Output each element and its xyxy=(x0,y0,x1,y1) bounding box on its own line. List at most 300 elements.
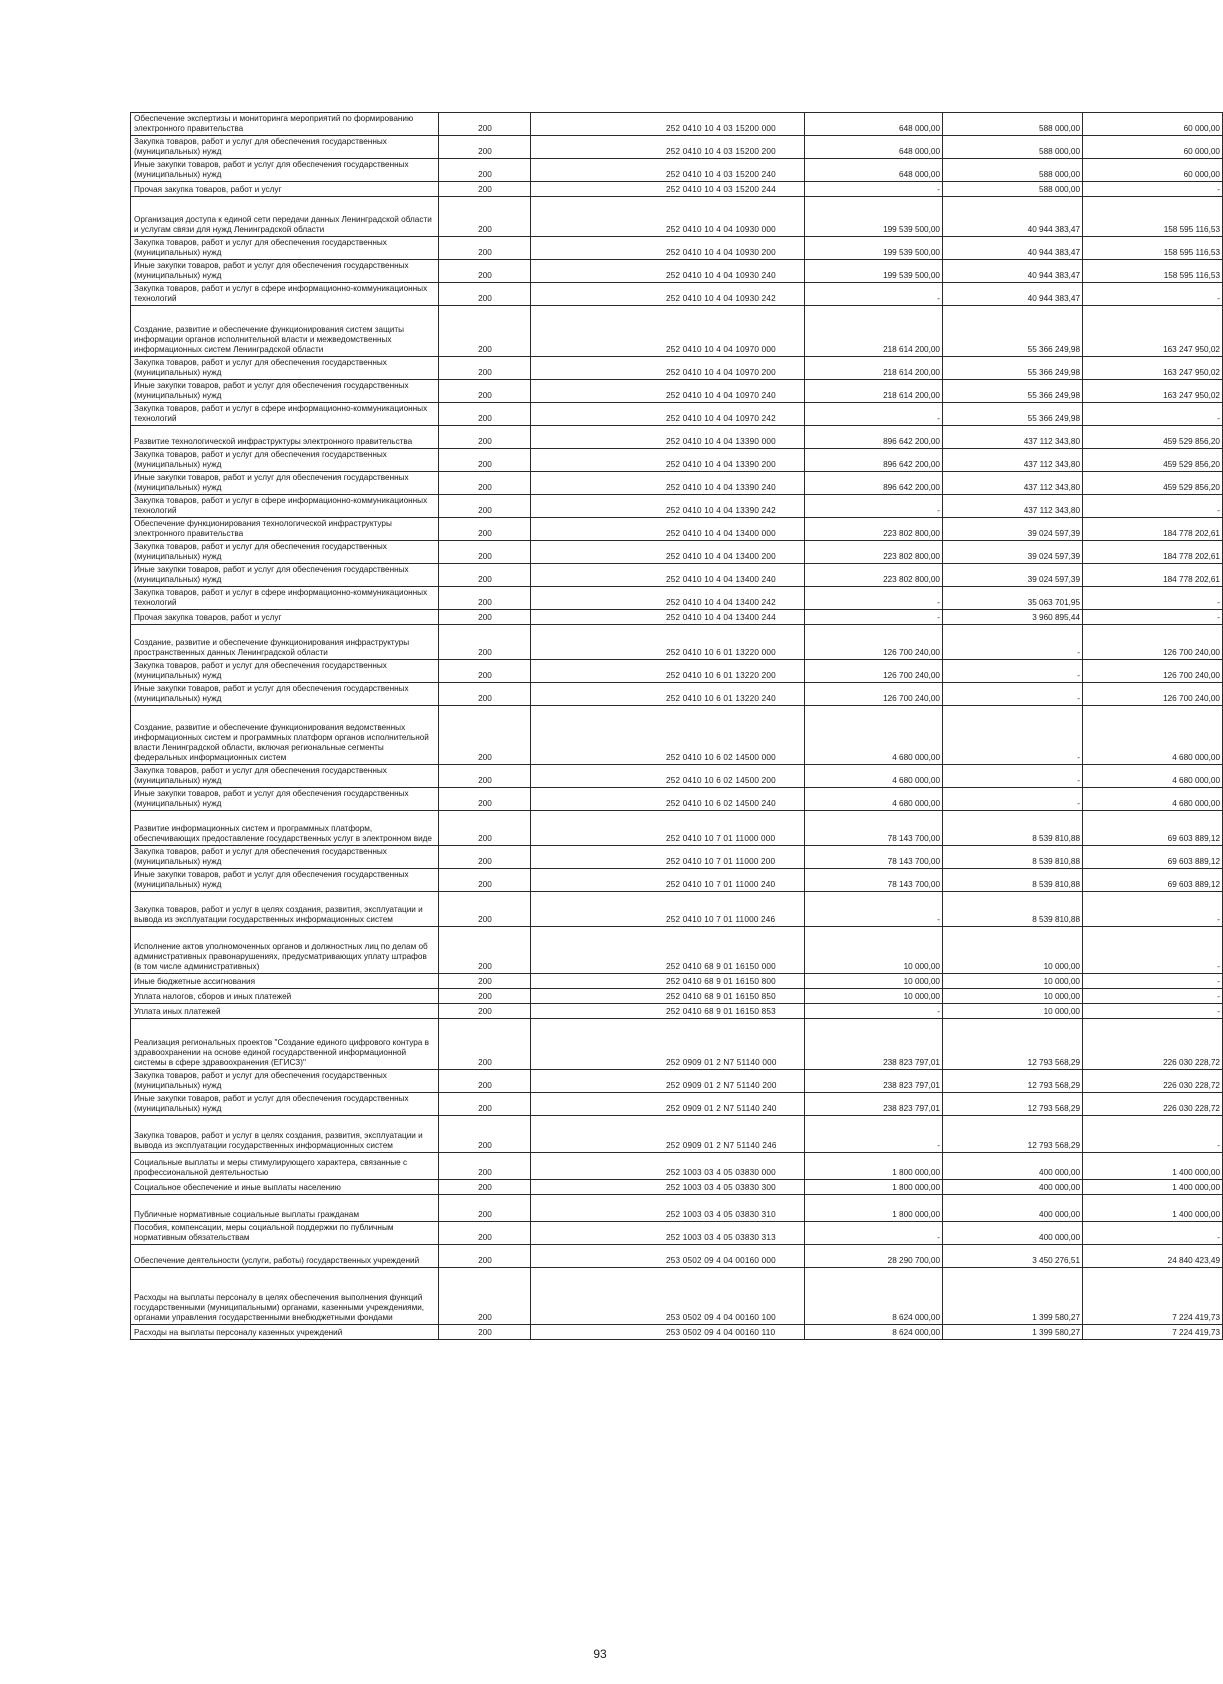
row-kbk-cell: 252 0410 68 9 01 16150 853 xyxy=(531,1004,805,1019)
row-value-3-cell: 459 529 856,20 xyxy=(1083,449,1223,472)
row-value-3-cell: 69 603 889,12 xyxy=(1083,846,1223,869)
row-code-cell: 200 xyxy=(439,989,531,1004)
row-value-1-cell: 199 539 500,00 xyxy=(805,237,943,260)
row-value-1-cell: 1 800 000,00 xyxy=(805,1153,943,1180)
row-value-2-cell: 3 960 895,44 xyxy=(943,610,1083,625)
row-value-3-cell: 69 603 889,12 xyxy=(1083,869,1223,892)
row-value-2-cell: 437 112 343,80 xyxy=(943,449,1083,472)
row-kbk-cell: 252 0410 10 4 04 13390 200 xyxy=(531,449,805,472)
row-value-2-cell: 8 539 810,88 xyxy=(943,846,1083,869)
row-kbk-cell: 252 0410 10 6 02 14500 000 xyxy=(531,706,805,765)
row-kbk-cell: 252 0410 10 6 01 13220 240 xyxy=(531,683,805,706)
row-value-3-cell: 126 700 240,00 xyxy=(1083,625,1223,660)
row-name-cell: Закупка товаров, работ и услуг для обеспечения государственных (муниципальных) нужд xyxy=(131,449,439,472)
row-value-3-cell: - xyxy=(1083,610,1223,625)
row-value-1-cell: - xyxy=(805,1222,943,1245)
row-code-cell: 200 xyxy=(439,683,531,706)
table-row xyxy=(131,182,1223,197)
row-value-1-cell: 218 614 200,00 xyxy=(805,380,943,403)
row-value-1-cell: 223 802 800,00 xyxy=(805,518,943,541)
row-name-cell: Развитие информационных систем и программных платформ, обеспечивающих предоставление государственных услуг в электронном виде xyxy=(131,811,439,846)
row-value-2-cell: 40 944 383,47 xyxy=(943,283,1083,306)
row-kbk-cell: 252 0410 68 9 01 16150 850 xyxy=(531,989,805,1004)
row-value-3-cell: - xyxy=(1083,403,1223,426)
row-code-cell: 200 xyxy=(439,869,531,892)
row-value-2-cell: - xyxy=(943,625,1083,660)
row-value-3-cell: 184 778 202,61 xyxy=(1083,518,1223,541)
row-name-cell: Обеспечение функционирования технологической инфраструктуры электронного правительства xyxy=(131,518,439,541)
row-value-1-cell: 4 680 000,00 xyxy=(805,706,943,765)
row-kbk-cell: 252 0410 10 7 01 11000 200 xyxy=(531,846,805,869)
row-code-cell: 200 xyxy=(439,1019,531,1070)
row-code-cell: 200 xyxy=(439,587,531,610)
table-row xyxy=(131,472,1223,495)
table-row xyxy=(131,660,1223,683)
table-row xyxy=(131,765,1223,788)
row-value-1-cell: 896 642 200,00 xyxy=(805,449,943,472)
row-name-cell: Закупка товаров, работ и услуг в целях создания, развития, эксплуатации и вывода из эксплуатации государственных информационных систем xyxy=(131,1116,439,1153)
row-code-cell: 200 xyxy=(439,1004,531,1019)
row-value-3-cell: 60 000,00 xyxy=(1083,136,1223,159)
row-kbk-cell: 252 0410 10 4 04 10970 242 xyxy=(531,403,805,426)
row-value-1-cell: 1 800 000,00 xyxy=(805,1180,943,1195)
row-kbk-cell: 252 0410 10 4 03 15200 000 xyxy=(531,113,805,136)
table-row xyxy=(131,1019,1223,1070)
table-row xyxy=(131,974,1223,989)
row-value-1-cell: - xyxy=(805,182,943,197)
row-kbk-cell: 252 0410 10 6 01 13220 000 xyxy=(531,625,805,660)
row-value-3-cell: 24 840 423,49 xyxy=(1083,1245,1223,1268)
table-row xyxy=(131,306,1223,357)
row-kbk-cell: 252 0410 68 9 01 16150 800 xyxy=(531,974,805,989)
row-value-3-cell: - xyxy=(1083,283,1223,306)
row-kbk-cell: 252 0410 10 4 04 10930 242 xyxy=(531,283,805,306)
row-code-cell: 200 xyxy=(439,564,531,587)
row-value-2-cell: 10 000,00 xyxy=(943,989,1083,1004)
table-row xyxy=(131,564,1223,587)
row-value-3-cell: - xyxy=(1083,974,1223,989)
row-code-cell: 200 xyxy=(439,449,531,472)
row-kbk-cell: 252 0410 10 4 04 13400 244 xyxy=(531,610,805,625)
table-row xyxy=(131,283,1223,306)
row-value-1-cell: 648 000,00 xyxy=(805,159,943,182)
row-kbk-cell: 252 0410 10 6 01 13220 200 xyxy=(531,660,805,683)
row-code-cell: 200 xyxy=(439,765,531,788)
row-code-cell: 200 xyxy=(439,260,531,283)
table-row xyxy=(131,846,1223,869)
row-code-cell: 200 xyxy=(439,811,531,846)
row-kbk-cell: 252 0410 10 4 04 13400 000 xyxy=(531,518,805,541)
row-kbk-cell: 252 0410 10 4 04 10930 200 xyxy=(531,237,805,260)
row-code-cell: 200 xyxy=(439,660,531,683)
row-value-3-cell: 4 680 000,00 xyxy=(1083,765,1223,788)
row-code-cell: 200 xyxy=(439,892,531,927)
row-name-cell: Прочая закупка товаров, работ и услуг xyxy=(131,610,439,625)
table-row xyxy=(131,1245,1223,1268)
row-name-cell: Уплата иных платежей xyxy=(131,1004,439,1019)
row-name-cell: Расходы на выплаты персоналу казенных учреждений xyxy=(131,1325,439,1340)
row-kbk-cell: 252 0410 10 4 04 13390 242 xyxy=(531,495,805,518)
row-value-2-cell: 55 366 249,98 xyxy=(943,306,1083,357)
row-value-3-cell: - xyxy=(1083,1004,1223,1019)
table-row xyxy=(131,625,1223,660)
table-row xyxy=(131,706,1223,765)
row-value-3-cell: 1 400 000,00 xyxy=(1083,1195,1223,1222)
row-name-cell: Иные бюджетные ассигнования xyxy=(131,974,439,989)
row-kbk-cell: 252 1003 03 4 05 03830 313 xyxy=(531,1222,805,1245)
row-kbk-cell: 252 0410 10 6 02 14500 240 xyxy=(531,788,805,811)
row-value-1-cell: 199 539 500,00 xyxy=(805,260,943,283)
row-value-1-cell: 896 642 200,00 xyxy=(805,426,943,449)
row-value-2-cell: 8 539 810,88 xyxy=(943,869,1083,892)
row-name-cell: Иные закупки товаров, работ и услуг для обеспечения государственных (муниципальных) нужд xyxy=(131,869,439,892)
row-value-1-cell: 8 624 000,00 xyxy=(805,1325,943,1340)
table-row xyxy=(131,495,1223,518)
row-code-cell: 200 xyxy=(439,1195,531,1222)
row-value-2-cell: 10 000,00 xyxy=(943,1004,1083,1019)
row-code-cell: 200 xyxy=(439,426,531,449)
row-code-cell: 200 xyxy=(439,1180,531,1195)
row-value-1-cell: 896 642 200,00 xyxy=(805,472,943,495)
row-name-cell: Закупка товаров, работ и услуг в сфере информационно-коммуникационных технологий xyxy=(131,587,439,610)
row-value-3-cell: 158 595 116,53 xyxy=(1083,260,1223,283)
row-kbk-cell: 252 0410 10 6 02 14500 200 xyxy=(531,765,805,788)
row-value-1-cell: - xyxy=(805,403,943,426)
row-value-2-cell: 1 399 580,27 xyxy=(943,1325,1083,1340)
row-name-cell: Обеспечение деятельности (услуги, работы) государственных учреждений xyxy=(131,1245,439,1268)
row-kbk-cell: 253 0502 09 4 04 00160 100 xyxy=(531,1268,805,1325)
row-value-1-cell: 8 624 000,00 xyxy=(805,1268,943,1325)
row-value-1-cell: 238 823 797,01 xyxy=(805,1019,943,1070)
page-number: 93 xyxy=(593,1647,607,1661)
row-kbk-cell: 252 0410 68 9 01 16150 000 xyxy=(531,927,805,974)
row-value-3-cell: 158 595 116,53 xyxy=(1083,197,1223,237)
row-value-1-cell: 78 143 700,00 xyxy=(805,811,943,846)
row-kbk-cell: 252 0410 10 7 01 11000 000 xyxy=(531,811,805,846)
row-kbk-cell: 252 0909 01 2 N7 51140 246 xyxy=(531,1116,805,1153)
row-code-cell: 200 xyxy=(439,846,531,869)
row-value-2-cell: 35 063 701,95 xyxy=(943,587,1083,610)
row-value-1-cell: 4 680 000,00 xyxy=(805,765,943,788)
row-kbk-cell: 252 0410 10 4 04 10970 000 xyxy=(531,306,805,357)
row-value-2-cell: - xyxy=(943,660,1083,683)
row-value-3-cell: - xyxy=(1083,182,1223,197)
row-value-1-cell: 10 000,00 xyxy=(805,974,943,989)
row-kbk-cell: 253 0502 09 4 04 00160 110 xyxy=(531,1325,805,1340)
row-value-2-cell: 588 000,00 xyxy=(943,113,1083,136)
row-value-3-cell: 1 400 000,00 xyxy=(1083,1180,1223,1195)
row-name-cell: Закупка товаров, работ и услуг для обеспечения государственных (муниципальных) нужд xyxy=(131,541,439,564)
row-value-2-cell: 1 399 580,27 xyxy=(943,1268,1083,1325)
row-value-1-cell: 126 700 240,00 xyxy=(805,625,943,660)
table-row xyxy=(131,357,1223,380)
row-code-cell: 200 xyxy=(439,182,531,197)
row-code-cell: 200 xyxy=(439,974,531,989)
row-kbk-cell: 253 0502 09 4 04 00160 000 xyxy=(531,1245,805,1268)
row-name-cell: Публичные нормативные социальные выплаты гражданам xyxy=(131,1195,439,1222)
row-name-cell: Создание, развитие и обеспечение функционирования систем защиты информации органов исполнительной власти и межведомственных информационных систем Ленинградской области xyxy=(131,306,439,357)
table-row xyxy=(131,892,1223,927)
row-value-2-cell: 12 793 568,29 xyxy=(943,1093,1083,1116)
row-code-cell: 200 xyxy=(439,1222,531,1245)
row-value-3-cell: - xyxy=(1083,495,1223,518)
table-row xyxy=(131,1268,1223,1325)
table-row xyxy=(131,1325,1223,1340)
row-value-1-cell: 10 000,00 xyxy=(805,989,943,1004)
row-value-2-cell: 39 024 597,39 xyxy=(943,564,1083,587)
row-kbk-cell: 252 0410 10 4 04 10970 200 xyxy=(531,357,805,380)
row-name-cell: Реализация региональных проектов "Создание единого цифрового контура в здравоохранении на основе единой государственной информационной системы в сфере здравоохранения (ЕГИСЗ)" xyxy=(131,1019,439,1070)
budget-execution-table xyxy=(130,112,1223,1340)
row-value-3-cell: 459 529 856,20 xyxy=(1083,426,1223,449)
row-code-cell: 200 xyxy=(439,518,531,541)
row-code-cell: 200 xyxy=(439,788,531,811)
row-value-2-cell: 39 024 597,39 xyxy=(943,518,1083,541)
table-row xyxy=(131,426,1223,449)
row-kbk-cell: 252 0410 10 4 04 13400 242 xyxy=(531,587,805,610)
row-code-cell: 200 xyxy=(439,159,531,182)
row-value-1-cell: 218 614 200,00 xyxy=(805,306,943,357)
row-value-2-cell: - xyxy=(943,765,1083,788)
row-name-cell: Иные закупки товаров, работ и услуг для обеспечения государственных (муниципальных) нужд xyxy=(131,159,439,182)
row-value-3-cell: 4 680 000,00 xyxy=(1083,788,1223,811)
row-value-3-cell: 163 247 950,02 xyxy=(1083,380,1223,403)
row-value-2-cell: 55 366 249,98 xyxy=(943,403,1083,426)
table-row xyxy=(131,541,1223,564)
row-value-2-cell: - xyxy=(943,706,1083,765)
row-kbk-cell: 252 0410 10 4 03 15200 240 xyxy=(531,159,805,182)
row-code-cell: 200 xyxy=(439,472,531,495)
row-kbk-cell: 252 0410 10 4 04 10970 240 xyxy=(531,380,805,403)
row-value-2-cell: 40 944 383,47 xyxy=(943,237,1083,260)
row-code-cell: 200 xyxy=(439,113,531,136)
row-kbk-cell: 252 0410 10 4 04 13390 240 xyxy=(531,472,805,495)
row-value-2-cell: 40 944 383,47 xyxy=(943,197,1083,237)
row-name-cell: Обеспечение экспертизы и мониторинга мероприятий по формированию электронного правительства xyxy=(131,113,439,136)
row-value-1-cell: 648 000,00 xyxy=(805,136,943,159)
table-row xyxy=(131,587,1223,610)
row-value-1-cell: 223 802 800,00 xyxy=(805,564,943,587)
row-name-cell: Развитие технологической инфраструктуры электронного правительства xyxy=(131,426,439,449)
row-code-cell: 200 xyxy=(439,1070,531,1093)
row-kbk-cell: 252 0410 10 4 04 10930 240 xyxy=(531,260,805,283)
row-name-cell: Закупка товаров, работ и услуг для обеспечения государственных (муниципальных) нужд xyxy=(131,1070,439,1093)
row-value-3-cell: 184 778 202,61 xyxy=(1083,564,1223,587)
row-value-1-cell: 4 680 000,00 xyxy=(805,788,943,811)
row-value-2-cell: 40 944 383,47 xyxy=(943,260,1083,283)
table-row xyxy=(131,449,1223,472)
row-name-cell: Иные закупки товаров, работ и услуг для обеспечения государственных (муниципальных) нужд xyxy=(131,472,439,495)
row-value-1-cell: 199 539 500,00 xyxy=(805,197,943,237)
row-code-cell: 200 xyxy=(439,283,531,306)
row-value-1-cell: - xyxy=(805,892,943,927)
row-name-cell: Расходы на выплаты персоналу в целях обеспечения выполнения функций государственными (муниципальными) органами, казенными учреждениями, органами управления государственными внебюджетными фондами xyxy=(131,1268,439,1325)
table-row xyxy=(131,1153,1223,1180)
row-name-cell: Социальные выплаты и меры стимулирующего характера, связанные с профессиональной деятельностью xyxy=(131,1153,439,1180)
row-value-2-cell: - xyxy=(943,788,1083,811)
row-value-1-cell: 238 823 797,01 xyxy=(805,1093,943,1116)
row-value-3-cell: 4 680 000,00 xyxy=(1083,706,1223,765)
row-kbk-cell: 252 1003 03 4 05 03830 310 xyxy=(531,1195,805,1222)
row-name-cell: Прочая закупка товаров, работ и услуг xyxy=(131,182,439,197)
row-value-3-cell: 459 529 856,20 xyxy=(1083,472,1223,495)
row-value-2-cell: 55 366 249,98 xyxy=(943,357,1083,380)
table-row xyxy=(131,260,1223,283)
budget-table-container xyxy=(130,112,1223,1340)
row-code-cell: 200 xyxy=(439,927,531,974)
row-kbk-cell: 252 1003 03 4 05 03830 300 xyxy=(531,1180,805,1195)
row-kbk-cell: 252 0410 10 4 04 13400 200 xyxy=(531,541,805,564)
row-code-cell: 200 xyxy=(439,1245,531,1268)
row-value-1-cell: - xyxy=(805,283,943,306)
row-kbk-cell: 252 0410 10 4 03 15200 200 xyxy=(531,136,805,159)
row-code-cell: 200 xyxy=(439,1093,531,1116)
row-value-2-cell: 10 000,00 xyxy=(943,974,1083,989)
table-row xyxy=(131,518,1223,541)
table-row xyxy=(131,136,1223,159)
row-value-2-cell: 588 000,00 xyxy=(943,136,1083,159)
row-value-2-cell: 400 000,00 xyxy=(943,1222,1083,1245)
row-value-2-cell: 400 000,00 xyxy=(943,1153,1083,1180)
row-code-cell: 200 xyxy=(439,495,531,518)
row-value-3-cell: 163 247 950,02 xyxy=(1083,306,1223,357)
row-name-cell: Закупка товаров, работ и услуг для обеспечения государственных (муниципальных) нужд xyxy=(131,237,439,260)
row-code-cell: 200 xyxy=(439,1153,531,1180)
row-kbk-cell: 252 0909 01 2 N7 51140 240 xyxy=(531,1093,805,1116)
table-row xyxy=(131,1222,1223,1245)
row-value-1-cell: 126 700 240,00 xyxy=(805,660,943,683)
row-value-3-cell: 158 595 116,53 xyxy=(1083,237,1223,260)
row-name-cell: Социальное обеспечение и иные выплаты населению xyxy=(131,1180,439,1195)
row-value-2-cell: 8 539 810,88 xyxy=(943,811,1083,846)
row-value-2-cell: 55 366 249,98 xyxy=(943,380,1083,403)
table-body xyxy=(131,113,1223,1340)
row-value-1-cell: 218 614 200,00 xyxy=(805,357,943,380)
row-value-1-cell: - xyxy=(805,495,943,518)
row-value-2-cell: 400 000,00 xyxy=(943,1180,1083,1195)
row-kbk-cell: 252 0410 10 4 04 10930 000 xyxy=(531,197,805,237)
row-name-cell: Закупка товаров, работ и услуг в сфере информационно-коммуникационных технологий xyxy=(131,403,439,426)
row-value-2-cell: 400 000,00 xyxy=(943,1195,1083,1222)
table-row xyxy=(131,1093,1223,1116)
row-name-cell: Закупка товаров, работ и услуг в сфере информационно-коммуникационных технологий xyxy=(131,495,439,518)
row-value-2-cell: 12 793 568,29 xyxy=(943,1019,1083,1070)
table-row xyxy=(131,403,1223,426)
row-code-cell: 200 xyxy=(439,197,531,237)
row-value-3-cell: 226 030 228,72 xyxy=(1083,1019,1223,1070)
row-code-cell: 200 xyxy=(439,1325,531,1340)
row-value-1-cell: - xyxy=(805,587,943,610)
row-value-2-cell: 12 793 568,29 xyxy=(943,1070,1083,1093)
table-row xyxy=(131,159,1223,182)
row-value-2-cell: 588 000,00 xyxy=(943,159,1083,182)
row-value-3-cell: 7 224 419,73 xyxy=(1083,1325,1223,1340)
row-kbk-cell: 252 1003 03 4 05 03830 000 xyxy=(531,1153,805,1180)
row-code-cell: 200 xyxy=(439,136,531,159)
row-kbk-cell: 252 0410 10 4 04 13400 240 xyxy=(531,564,805,587)
row-value-3-cell: - xyxy=(1083,1222,1223,1245)
row-value-3-cell: 60 000,00 xyxy=(1083,159,1223,182)
table-row xyxy=(131,1180,1223,1195)
row-name-cell: Закупка товаров, работ и услуг для обеспечения государственных (муниципальных) нужд xyxy=(131,765,439,788)
row-code-cell: 200 xyxy=(439,306,531,357)
row-kbk-cell: 252 0410 10 4 03 15200 244 xyxy=(531,182,805,197)
table-row xyxy=(131,1070,1223,1093)
row-name-cell: Иные закупки товаров, работ и услуг для обеспечения государственных (муниципальных) нужд xyxy=(131,683,439,706)
row-value-3-cell: 60 000,00 xyxy=(1083,113,1223,136)
row-value-2-cell: 437 112 343,80 xyxy=(943,426,1083,449)
row-name-cell: Иные закупки товаров, работ и услуг для обеспечения государственных (муниципальных) нужд xyxy=(131,380,439,403)
row-code-cell: 200 xyxy=(439,1116,531,1153)
row-value-3-cell: 126 700 240,00 xyxy=(1083,683,1223,706)
row-name-cell: Создание, развитие и обеспечение функционирования ведомственных информационных систем и программных платформ органов исполнительной власти Ленинградской области, включая региональные сегменты федеральных информационных систем xyxy=(131,706,439,765)
row-name-cell: Исполнение актов уполномоченных органов и должностных лиц по делам об административных правонарушениях, предусматривающих уплату штрафов (в том числе административных) xyxy=(131,927,439,974)
row-value-3-cell: 69 603 889,12 xyxy=(1083,811,1223,846)
row-name-cell: Закупка товаров, работ и услуг в сфере информационно-коммуникационных технологий xyxy=(131,283,439,306)
row-value-1-cell: 10 000,00 xyxy=(805,927,943,974)
table-row xyxy=(131,927,1223,974)
row-value-3-cell: - xyxy=(1083,927,1223,974)
row-value-2-cell: 12 793 568,29 xyxy=(943,1116,1083,1153)
row-name-cell: Закупка товаров, работ и услуг для обеспечения государственных (муниципальных) нужд xyxy=(131,660,439,683)
row-value-2-cell: 588 000,00 xyxy=(943,182,1083,197)
row-value-1-cell: - xyxy=(805,1004,943,1019)
table-row xyxy=(131,811,1223,846)
row-value-1-cell: 238 823 797,01 xyxy=(805,1070,943,1093)
row-value-3-cell: 7 224 419,73 xyxy=(1083,1268,1223,1325)
row-value-3-cell: 1 400 000,00 xyxy=(1083,1153,1223,1180)
row-value-3-cell: - xyxy=(1083,1116,1223,1153)
table-row xyxy=(131,197,1223,237)
row-value-1-cell: 648 000,00 xyxy=(805,113,943,136)
row-name-cell: Иные закупки товаров, работ и услуг для обеспечения государственных (муниципальных) нужд xyxy=(131,788,439,811)
row-kbk-cell: 252 0410 10 7 01 11000 246 xyxy=(531,892,805,927)
row-value-2-cell: 437 112 343,80 xyxy=(943,495,1083,518)
table-row xyxy=(131,1004,1223,1019)
row-value-1-cell: - xyxy=(805,1116,943,1153)
row-code-cell: 200 xyxy=(439,706,531,765)
row-value-3-cell: - xyxy=(1083,892,1223,927)
row-name-cell: Иные закупки товаров, работ и услуг для обеспечения государственных (муниципальных) нужд xyxy=(131,1093,439,1116)
table-row xyxy=(131,869,1223,892)
table-row xyxy=(131,989,1223,1004)
row-name-cell: Уплата налогов, сборов и иных платежей xyxy=(131,989,439,1004)
row-code-cell: 200 xyxy=(439,357,531,380)
row-name-cell: Закупка товаров, работ и услуг для обеспечения государственных (муниципальных) нужд xyxy=(131,846,439,869)
row-code-cell: 200 xyxy=(439,403,531,426)
row-code-cell: 200 xyxy=(439,1268,531,1325)
row-name-cell: Закупка товаров, работ и услуг в целях создания, развития, эксплуатации и вывода из эксплуатации государственных информационных систем xyxy=(131,892,439,927)
table-row xyxy=(131,788,1223,811)
row-value-2-cell: 8 539 810,88 xyxy=(943,892,1083,927)
table-row xyxy=(131,380,1223,403)
row-kbk-cell: 252 0410 10 4 04 13390 000 xyxy=(531,426,805,449)
row-value-1-cell: 28 290 700,00 xyxy=(805,1245,943,1268)
row-value-3-cell: 226 030 228,72 xyxy=(1083,1093,1223,1116)
row-name-cell: Организация доступа к единой сети передачи данных Ленинградской области и услугам связи для нужд Ленинградской области xyxy=(131,197,439,237)
table-row xyxy=(131,1116,1223,1153)
row-value-2-cell: 39 024 597,39 xyxy=(943,541,1083,564)
row-code-cell: 200 xyxy=(439,541,531,564)
row-value-3-cell: 226 030 228,72 xyxy=(1083,1070,1223,1093)
table-row xyxy=(131,237,1223,260)
table-row xyxy=(131,113,1223,136)
row-code-cell: 200 xyxy=(439,237,531,260)
row-name-cell: Иные закупки товаров, работ и услуг для обеспечения государственных (муниципальных) нужд xyxy=(131,260,439,283)
row-value-3-cell: 163 247 950,02 xyxy=(1083,357,1223,380)
row-value-1-cell: 126 700 240,00 xyxy=(805,683,943,706)
row-value-2-cell: 3 450 276,51 xyxy=(943,1245,1083,1268)
